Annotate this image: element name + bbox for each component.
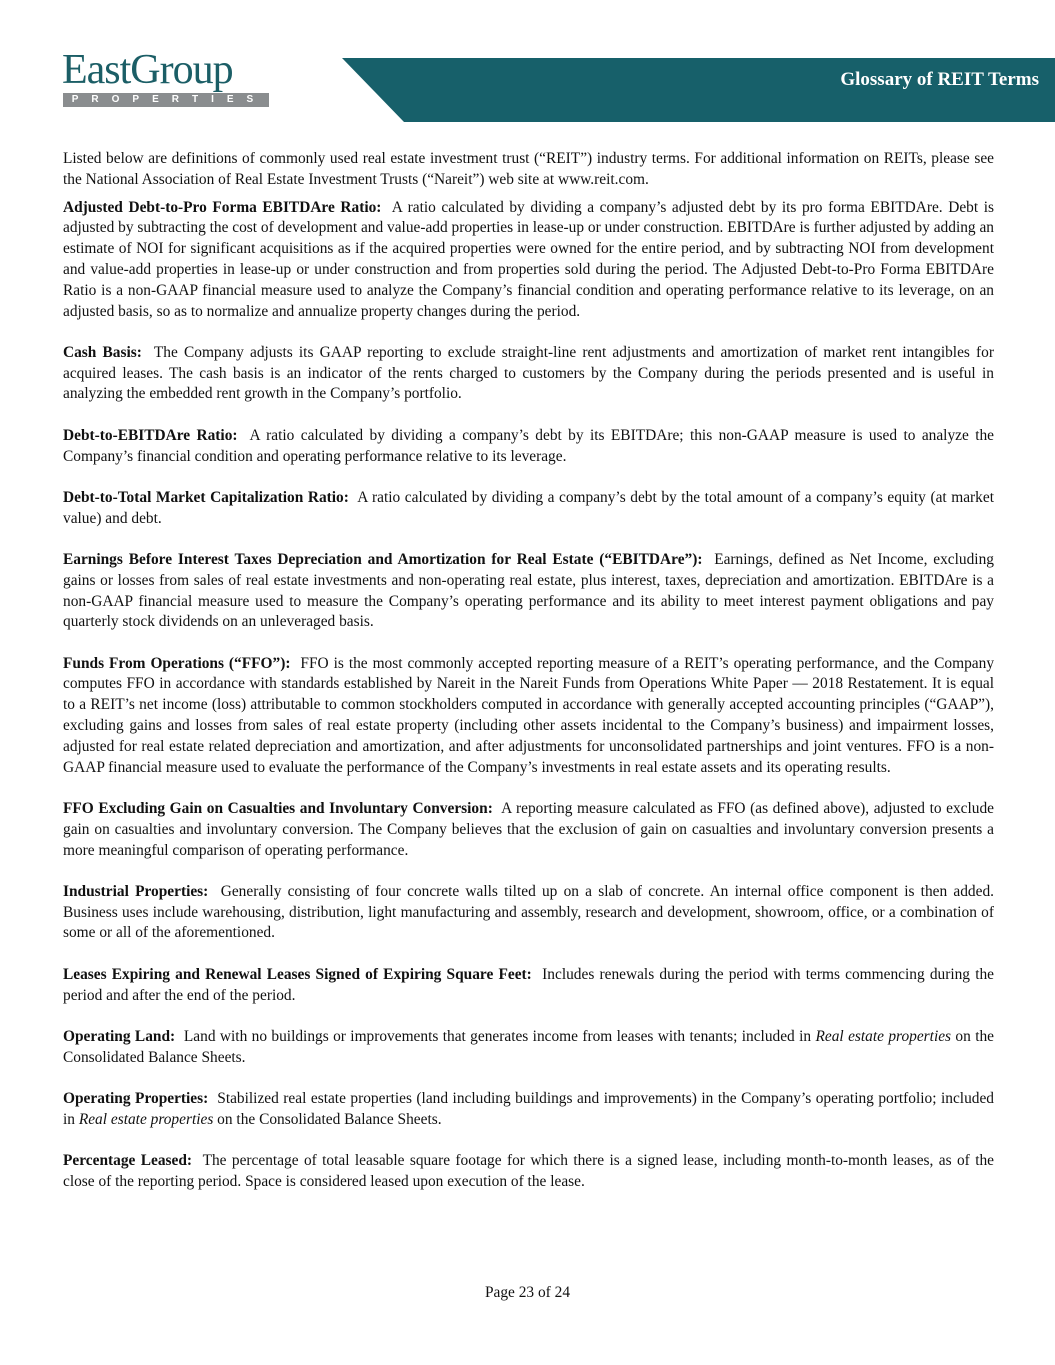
glossary-definition-italic: Real estate properties bbox=[815, 1027, 952, 1045]
glossary-term: Operating Land: bbox=[63, 1027, 176, 1045]
logo-wordmark: EastGroup bbox=[62, 47, 233, 93]
glossary-entry bbox=[63, 799, 994, 861]
glossary-entry bbox=[63, 654, 994, 779]
glossary-entry bbox=[63, 882, 994, 944]
intro-paragraph: Listed below are definitions of commonly used real estate investment trust (“REIT”) industry terms. For additional information on REITs, please see the National Association of Real Estate Investment Trusts (“Nareit”) web site at www.reit.com. bbox=[63, 150, 994, 188]
glossary-entry bbox=[63, 343, 994, 405]
glossary-definition: A ratio calculated by dividing a company’s adjusted debt by its pro forma EBITDAre. Debt is adjusted by subtracting the cost of development and value-add properties in lease-up or under construction. EBITDAre is further adjusted by adding an estimate of NOI for significant acquisitions as if the acquired properties were owned for the entire period, and by subtracting NOI from development and value-add properties in lease-up or under construction and from properties sold during the period. The Adjusted Debt-to-Pro Forma EBITDAre Ratio is a non-GAAP financial measure used to analyze the Company’s financial condition and operating performance relative to its leverage, on an adjusted basis, so as to normalize and annualize property changes during the period. bbox=[63, 198, 994, 320]
glossary-definition: A reporting measure calculated as FFO (as defined above), adjusted to exclude gain on casualties and involuntary conversion. The Company believes that the exclusion of gain on casualties and involuntary conversion presents a more meaningful comparison of operating performance. bbox=[63, 799, 995, 859]
glossary-definition: Includes renewals during the period with terms commencing during the period and after the end of the period. bbox=[63, 965, 994, 1004]
glossary-entry bbox=[63, 965, 994, 1007]
glossary-term: Adjusted Debt-to-Pro Forma EBITDAre Ratio: bbox=[63, 198, 382, 216]
page-title: Glossary of REIT Terms bbox=[840, 69, 1039, 90]
glossary-entry bbox=[63, 1027, 994, 1069]
eastgroup-logo bbox=[62, 47, 272, 110]
glossary-definition: Stabilized real estate properties (land including buildings and improvements) in the Company’s operating portfolio; included in bbox=[63, 1089, 994, 1128]
glossary-definition: A ratio calculated by dividing a company’s debt by its EBITDAre; this non-GAAP measure is used to analyze the Company’s financial condition and operating performance relative to its leverage. bbox=[63, 426, 995, 465]
glossary-term: Cash Basis: bbox=[63, 343, 142, 361]
glossary-definition: Generally consisting of four concrete walls tilted up on a slab of concrete. An internal office component is then added. Business uses include warehousing, distribution, light manufacturing and assembly, research and development, showroom, office, or a combination of some or all of the aforementioned. bbox=[63, 882, 994, 942]
glossary-definition-italic: Real estate properties bbox=[78, 1110, 214, 1128]
glossary-definition-end: on the Consolidated Balance Sheets. bbox=[63, 1027, 994, 1066]
glossary-term: Operating Properties: bbox=[63, 1089, 209, 1107]
glossary-term: Industrial Properties: bbox=[63, 882, 209, 900]
glossary-entry bbox=[63, 426, 994, 468]
header-banner bbox=[342, 58, 1055, 122]
glossary-entry bbox=[63, 198, 994, 323]
glossary-entry bbox=[63, 1089, 994, 1131]
glossary-definition: The Company adjusts its GAAP reporting to exclude straight-line rent adjustments and amortization of market rent intangibles for acquired leases. The cash basis is an indicator of the rents charged to customers by the Company during the periods presented and is useful in analyzing the embedded rent growth in the Company’s portfolio. bbox=[63, 343, 994, 403]
glossary-content bbox=[63, 149, 994, 1213]
glossary-term: Debt-to-Total Market Capitalization Ratio: bbox=[63, 488, 349, 506]
glossary-term: Earnings Before Interest Taxes Depreciation and Amortization for Real Estate (“EBITDAre”): bbox=[63, 550, 703, 568]
logo-subtitle: PROPERTIES bbox=[63, 93, 269, 107]
glossary-definition: A ratio calculated by dividing a company’s debt by the total amount of a company’s equity (at market value) and debt. bbox=[63, 488, 994, 527]
glossary-definition: The percentage of total leasable square footage for which there is a signed lease, including month-to-month leases, as of the close of the reporting period. Space is considered leased upon execution of the lease. bbox=[63, 1151, 995, 1190]
glossary-definition: Earnings, defined as Net Income, excluding gains or losses from sales of real estate investments and non-operating real estate, plus interest, taxes, depreciation and amortization. EBITDAre is a non-GAAP financial measure used to measure the Company’s operating performance and its ability to meet interest payment obligations and pay quarterly stock dividends on an unleveraged basis. bbox=[63, 550, 994, 631]
glossary-entry bbox=[63, 488, 994, 530]
glossary-term: Debt-to-EBITDAre Ratio: bbox=[63, 426, 238, 444]
glossary-entry bbox=[63, 1151, 994, 1193]
glossary-term: Leases Expiring and Renewal Leases Signed of Expiring Square Feet: bbox=[63, 965, 532, 983]
glossary-entry bbox=[63, 550, 994, 633]
page-number: Page 23 of 24 bbox=[484, 1284, 571, 1301]
glossary-term: Percentage Leased: bbox=[63, 1151, 193, 1169]
glossary-term: FFO Excluding Gain on Casualties and Involuntary Conversion: bbox=[63, 799, 493, 817]
glossary-definition: Land with no buildings or improvements that generates income from leases with tenants; included in bbox=[183, 1027, 816, 1045]
glossary-definition-end: on the Consolidated Balance Sheets. bbox=[213, 1110, 442, 1128]
glossary-definition: FFO is the most commonly accepted reporting measure of a REIT’s operating performance, and the Company computes FFO in accordance with standards established by Nareit in the Nareit Funds from Operations White Paper — 2018 Restatement. It is equal to a REIT’s net income (loss) attributable to common stockholders computed in accordance with generally accepted accounting principles (“GAAP”), excluding gains and losses from sales of real estate property (including other assets incidental to the Company’s business) and impairment losses, adjusted for real estate related depreciation and amortization, and after adjustments for unconsolidated partnerships and joint ventures. FFO is a non-GAAP financial measure used to evaluate the performance of the Company’s investments in real estate assets and its operating results. bbox=[63, 654, 995, 776]
glossary-term: Funds From Operations (“FFO”): bbox=[63, 654, 291, 672]
